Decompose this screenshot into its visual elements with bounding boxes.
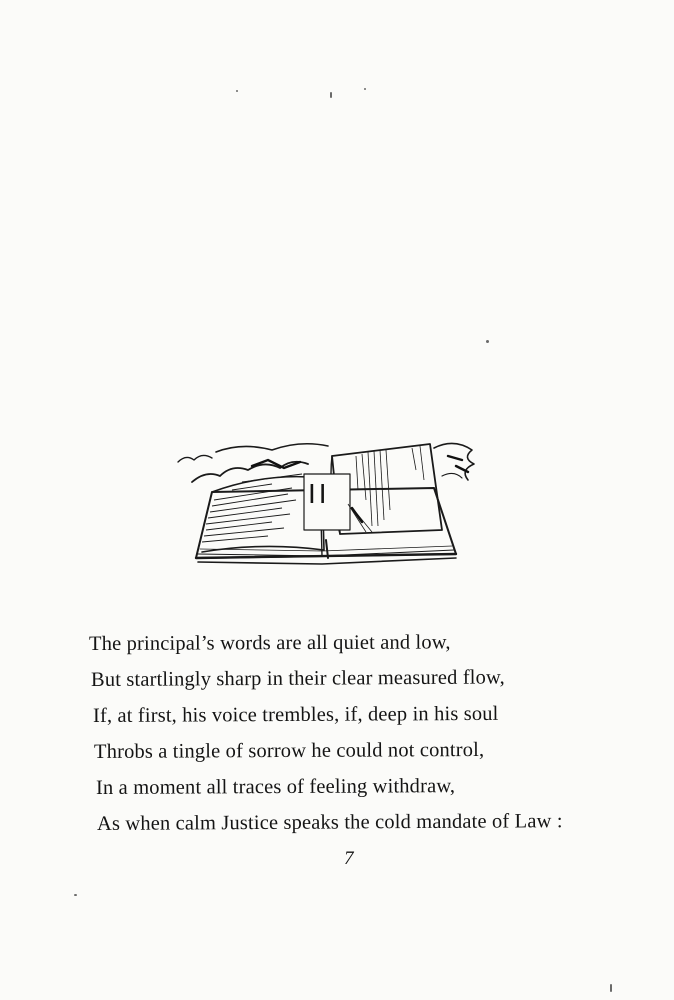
ink-speck bbox=[486, 340, 489, 343]
poem-line: But startlingly sharp in their clear measured flow, bbox=[90, 666, 505, 691]
poem-line: The principal’s words are all quiet and low, bbox=[88, 631, 451, 655]
poem-line: In a moment all traces of feeling withdraw, bbox=[95, 775, 456, 799]
page-number: 7 bbox=[344, 848, 354, 869]
ink-speck bbox=[236, 90, 238, 92]
poem-stanza bbox=[88, 626, 648, 842]
ink-speck bbox=[330, 92, 332, 98]
ink-speck bbox=[364, 88, 366, 90]
ink-speck bbox=[74, 894, 77, 896]
ink-speck bbox=[610, 984, 612, 992]
chapter-numeral: II bbox=[308, 478, 330, 509]
poem-line: If, at first, his voice trembles, if, deep in his soul bbox=[92, 702, 499, 727]
poem-line: Throbs a tingle of sorrow he could not control, bbox=[93, 738, 485, 763]
poem-line: As when calm Justice speaks the cold mandate of Law : bbox=[96, 810, 563, 835]
